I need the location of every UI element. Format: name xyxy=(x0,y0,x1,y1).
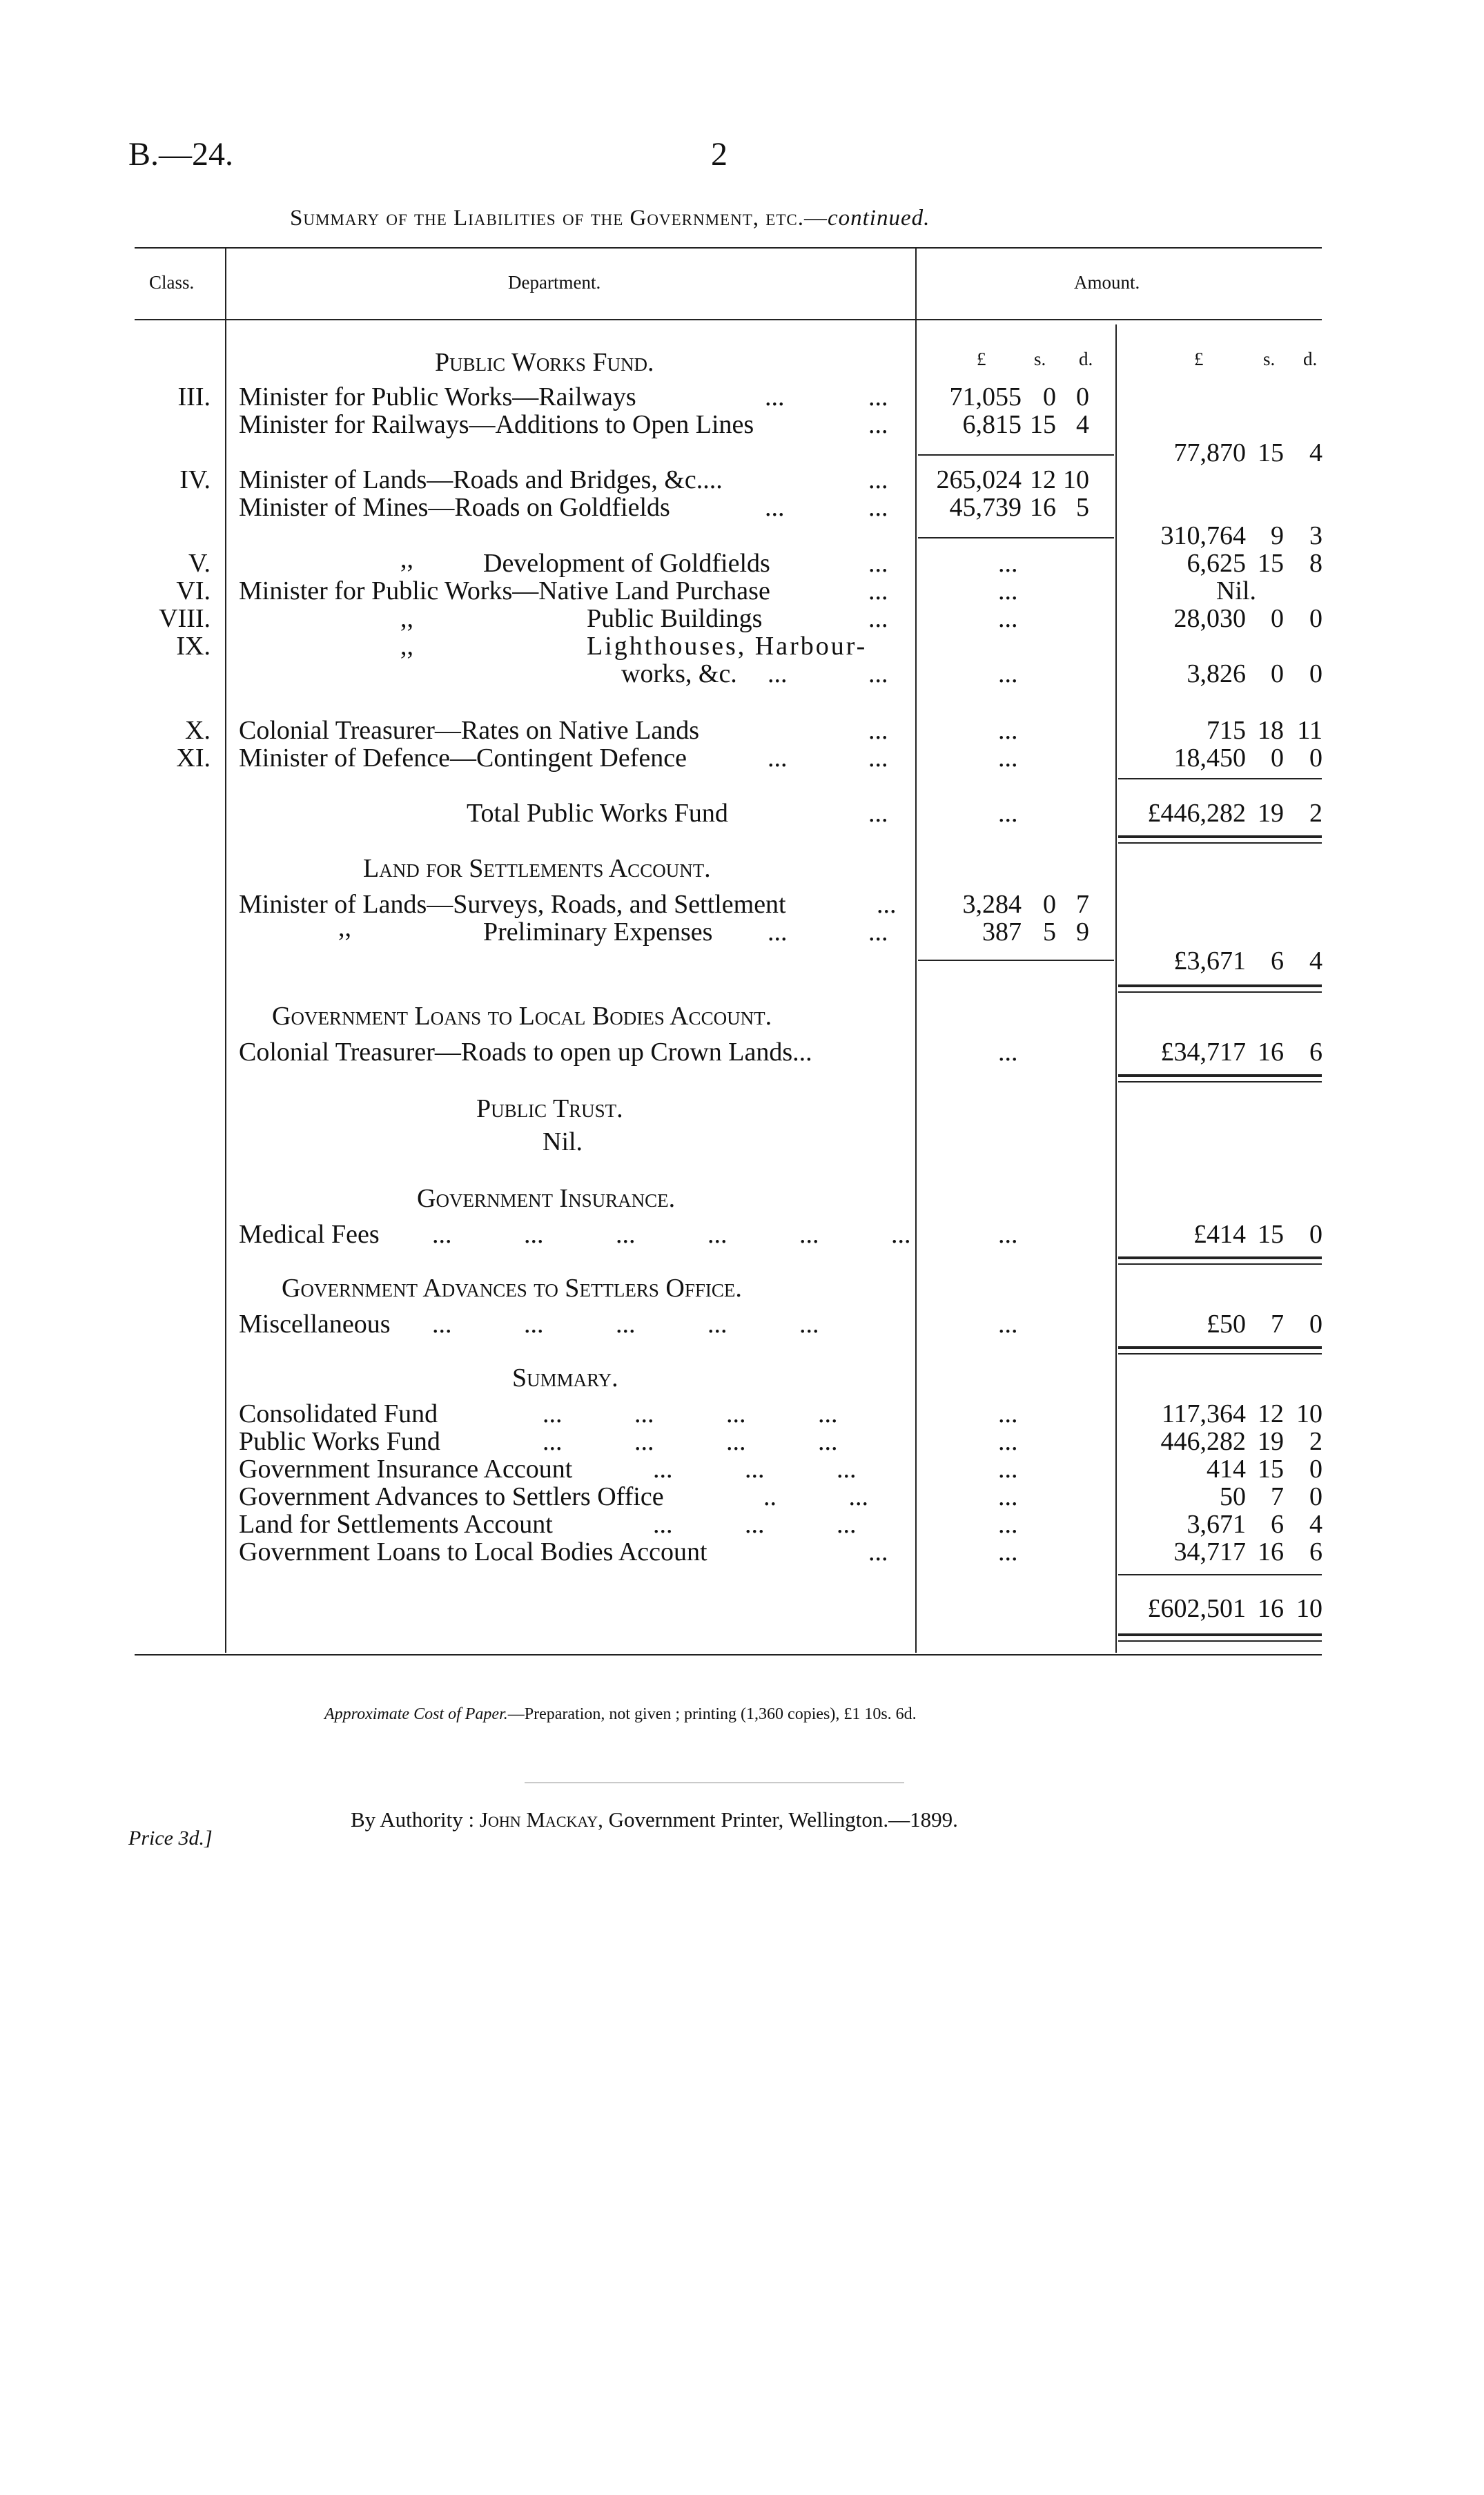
total-shillings: 0 xyxy=(1271,604,1284,633)
summary-row-label: Government Insurance Account xyxy=(239,1455,573,1484)
total-rule xyxy=(1118,1574,1322,1575)
land-settlements-heading: Land for Settlements Account. xyxy=(363,854,711,883)
row-dots: ... xyxy=(868,744,888,773)
double-rule xyxy=(1118,1346,1322,1349)
row-class: III. xyxy=(177,382,211,411)
row-label: Minister for Public Works—Railways xyxy=(239,382,636,411)
total-pence: 0 xyxy=(1309,604,1322,633)
row-dots: ... ... ... ... xyxy=(543,1399,838,1428)
double-rule xyxy=(1118,1640,1322,1642)
total-pence: 0 xyxy=(1309,744,1322,773)
total-shillings: 0 xyxy=(1271,659,1284,688)
double-rule xyxy=(1118,1081,1322,1083)
subtotal-shillings: 0 xyxy=(1043,890,1056,919)
subtotal-shillings: 16 xyxy=(1030,493,1056,522)
summary-row-label: Government Loans to Local Bodies Account xyxy=(239,1537,707,1566)
subtotal-rule xyxy=(918,960,1114,961)
row-dots: ... xyxy=(868,1537,888,1566)
header-bottom-rule xyxy=(135,319,1322,320)
total-nil: Nil. xyxy=(1215,576,1256,605)
ditto-mark: ,, xyxy=(400,545,413,574)
row-label: Development of Goldfields xyxy=(483,549,770,578)
amount-header: Amount. xyxy=(1074,272,1140,293)
row-label: Colonial Treasurer—Rates on Native Lands xyxy=(239,716,700,745)
subtotal-pounds: 45,739 xyxy=(949,493,1022,522)
land-settlements-total-shillings: 6 xyxy=(1271,946,1284,975)
subtotal-pounds: 3,284 xyxy=(962,890,1022,919)
page-number: 2 xyxy=(711,136,728,173)
summary-row-label: Land for Settlements Account xyxy=(239,1510,553,1539)
double-rule xyxy=(1118,1263,1322,1265)
row-dots: ... xyxy=(868,918,888,946)
total-shillings: 18 xyxy=(1258,716,1284,745)
row-label: Medical Fees xyxy=(239,1220,380,1249)
total-pence: 0 xyxy=(1309,659,1322,688)
insurance-total-pounds: £414 xyxy=(1193,1220,1246,1249)
total-pence-header: d. xyxy=(1303,349,1318,369)
row-dots: ... xyxy=(877,890,897,919)
row-dots: ... xyxy=(868,799,888,828)
advances-total-shillings: 7 xyxy=(1271,1310,1284,1339)
row-mid-dots: ... xyxy=(998,604,1018,633)
row-class: XI. xyxy=(176,744,211,773)
double-rule xyxy=(1118,991,1322,993)
total-pound-header: £ xyxy=(1194,349,1204,369)
row-mid-dots: ... xyxy=(998,1038,1018,1067)
summary-pounds: 117,364 xyxy=(1161,1399,1246,1428)
subtotal-shillings: 5 xyxy=(1043,918,1056,946)
total-public-works-pounds: £446,282 xyxy=(1147,799,1246,828)
subtotal-pence: 4 xyxy=(1076,410,1089,439)
summary-pence: 2 xyxy=(1309,1427,1322,1456)
government-loans-total-shillings: 16 xyxy=(1258,1038,1284,1067)
subtotal-pence: 7 xyxy=(1076,890,1089,919)
row-dots: ... ... ... ... xyxy=(543,1427,838,1456)
public-trust-heading: Public Trust. xyxy=(476,1094,623,1123)
row-label: Minister for Public Works—Native Land Purchase xyxy=(239,576,770,605)
row-dots: ... ... ... ... ... xyxy=(432,1310,819,1339)
row-label: Lighthouses, Harbour- xyxy=(587,632,868,661)
row-mid-dots: ... xyxy=(998,1399,1018,1428)
advances-total-pence: 0 xyxy=(1309,1310,1322,1339)
row-dots: .. ... xyxy=(763,1482,868,1511)
total-pounds: 715 xyxy=(1207,716,1246,745)
row-class: VI. xyxy=(176,576,211,605)
subtotal-shillings: 0 xyxy=(1043,382,1056,411)
total-pounds: 77,870 xyxy=(1173,438,1246,467)
total-shillings: 9 xyxy=(1271,521,1284,550)
subtotal-pounds: 6,815 xyxy=(962,410,1022,439)
government-loans-heading: Government Loans to Local Bodies Account. xyxy=(272,1002,772,1031)
row-dots: ... xyxy=(768,744,788,773)
subtotal-rule xyxy=(918,537,1114,538)
row-label: Colonial Treasurer—Roads to open up Crown Lands... xyxy=(239,1038,812,1067)
summary-pounds: 446,282 xyxy=(1160,1427,1246,1456)
subtotal-pence-header: d. xyxy=(1079,349,1093,369)
insurance-total-pence: 0 xyxy=(1309,1220,1322,1249)
total-pence: 11 xyxy=(1297,716,1322,745)
cost-of-paper xyxy=(324,1705,917,1724)
row-mid-dots: ... xyxy=(998,1510,1018,1539)
row-mid-dots: ... xyxy=(998,1220,1018,1249)
double-rule xyxy=(1118,1256,1322,1259)
total-public-works-pence: 2 xyxy=(1309,799,1322,828)
paper-number: B.—24. xyxy=(128,136,234,173)
row-mid-dots: ... xyxy=(998,744,1018,773)
row-mid-dots: ... xyxy=(998,1310,1018,1339)
row-dots: ... xyxy=(868,549,888,578)
summary-pounds: 34,717 xyxy=(1173,1537,1246,1566)
row-label: Minister for Railways—Additions to Open Lines xyxy=(239,410,754,439)
row-label-continuation: works, &c. xyxy=(621,659,737,688)
total-pence: 8 xyxy=(1309,549,1322,578)
row-dots: ... xyxy=(765,493,785,522)
title-continued: continued. xyxy=(827,206,930,231)
department-column-divider xyxy=(915,249,917,1653)
table-bottom-rule xyxy=(135,1654,1322,1656)
summary-row-label: Public Works Fund xyxy=(239,1427,440,1456)
total-shillings: 0 xyxy=(1271,744,1284,773)
total-public-works-label: Total Public Works Fund xyxy=(467,799,728,828)
row-dots: ... xyxy=(868,716,888,745)
government-loans-total-pounds: £34,717 xyxy=(1160,1038,1246,1067)
row-dots: ... xyxy=(768,659,788,688)
advances-total-pounds: £50 xyxy=(1207,1310,1246,1339)
summary-shillings: 6 xyxy=(1271,1510,1284,1539)
summary-row-label: Government Advances to Settlers Office xyxy=(239,1482,664,1511)
total-pounds: 28,030 xyxy=(1173,604,1246,633)
summary-pence: 6 xyxy=(1309,1537,1322,1566)
subtotal-pence: 5 xyxy=(1076,493,1089,522)
authority-line xyxy=(351,1807,958,1832)
subtotal-pounds: 71,055 xyxy=(949,382,1022,411)
row-mid-dots: ... xyxy=(998,799,1018,828)
row-dots: ... xyxy=(868,604,888,633)
government-loans-total-pence: 6 xyxy=(1309,1038,1322,1067)
subtotal-shillings: 12 xyxy=(1030,465,1056,494)
page-title xyxy=(290,206,930,231)
row-mid-dots: ... xyxy=(998,1427,1018,1456)
row-class: X. xyxy=(185,716,211,745)
table-top-rule xyxy=(135,247,1322,249)
subtotal-column-divider xyxy=(1115,324,1117,1653)
authority-suffix: , Government Printer, Wellington.—1899. xyxy=(598,1807,958,1832)
summary-shillings: 12 xyxy=(1258,1399,1284,1428)
row-dots: ... xyxy=(868,382,888,411)
total-pounds: 6,625 xyxy=(1187,549,1246,578)
row-label: Minister of Lands—Surveys, Roads, and Settlement xyxy=(239,890,786,919)
ditto-mark: ,, xyxy=(400,632,413,661)
authority-prefix: By Authority : xyxy=(351,1807,475,1832)
summary-pence: 0 xyxy=(1309,1455,1322,1484)
row-label: Minister of Lands—Roads and Bridges, &c.... xyxy=(239,465,723,494)
row-class: IX. xyxy=(176,632,211,661)
row-mid-dots: ... xyxy=(998,1482,1018,1511)
row-class: IV. xyxy=(179,465,211,494)
total-shillings: 15 xyxy=(1258,549,1284,578)
row-dots: ... xyxy=(765,382,785,411)
grand-total-pounds: £602,501 xyxy=(1147,1594,1246,1623)
government-insurance-heading: Government Insurance. xyxy=(417,1184,676,1213)
summary-pounds: 50 xyxy=(1220,1482,1246,1511)
summary-shillings: 19 xyxy=(1258,1427,1284,1456)
subtotal-rule xyxy=(918,454,1114,456)
cost-text: —Preparation, not given ; printing (1,360 copies), £1 10s. 6d. xyxy=(507,1705,917,1723)
public-trust-nil: Nil. xyxy=(543,1127,583,1156)
row-mid-dots: ... xyxy=(998,1537,1018,1566)
cost-label: Approximate Cost of Paper. xyxy=(324,1705,508,1723)
total-pence: 4 xyxy=(1309,438,1322,467)
double-rule xyxy=(1118,842,1322,844)
summary-pence: 10 xyxy=(1296,1399,1322,1428)
total-shilling-header: s. xyxy=(1263,349,1276,369)
advances-settlers-heading: Government Advances to Settlers Office. xyxy=(282,1274,742,1303)
row-dots: ... xyxy=(768,918,788,946)
total-rule xyxy=(1118,778,1322,779)
row-mid-dots: ... xyxy=(998,1455,1018,1484)
row-mid-dots: ... xyxy=(998,716,1018,745)
summary-pence: 4 xyxy=(1309,1510,1322,1539)
row-label: Minister of Defence—Contingent Defence xyxy=(239,744,687,773)
row-class: VIII. xyxy=(159,604,211,633)
double-rule xyxy=(1118,1074,1322,1077)
total-pounds: 3,826 xyxy=(1187,659,1246,688)
department-header: Department. xyxy=(508,272,601,293)
subtotal-shilling-header: s. xyxy=(1034,349,1046,369)
summary-shillings: 7 xyxy=(1271,1482,1284,1511)
row-label: Public Buildings xyxy=(587,604,763,633)
double-rule xyxy=(1118,1353,1322,1355)
class-header: Class. xyxy=(149,272,195,293)
summary-pounds: 414 xyxy=(1207,1455,1246,1484)
subtotal-pence: 9 xyxy=(1076,918,1089,946)
double-rule xyxy=(1118,1633,1322,1636)
ditto-mark: ,, xyxy=(400,604,413,633)
total-pounds: 310,764 xyxy=(1160,521,1246,550)
subtotal-pence: 10 xyxy=(1063,465,1089,494)
row-dots: ... xyxy=(868,465,888,494)
row-dots: ... xyxy=(868,659,888,688)
ditto-mark: ,, xyxy=(338,913,351,942)
row-dots: ... ... ... xyxy=(653,1455,857,1484)
row-label: Minister of Mines—Roads on Goldfields xyxy=(239,493,670,522)
row-mid-dots: ... xyxy=(998,549,1018,578)
price: Price 3d.] xyxy=(128,1827,213,1850)
total-shillings: 15 xyxy=(1258,438,1284,467)
row-dots: ... ... ... xyxy=(653,1510,857,1539)
total-pence: 3 xyxy=(1309,521,1322,550)
row-dots: ... xyxy=(868,576,888,605)
double-rule xyxy=(1118,984,1322,987)
row-dots: ... xyxy=(868,493,888,522)
public-works-fund-heading: Public Works Fund. xyxy=(435,348,654,377)
row-class: V. xyxy=(188,549,211,578)
summary-pence: 0 xyxy=(1309,1482,1322,1511)
row-label: Preliminary Expenses xyxy=(483,918,713,946)
subtotal-pounds: 265,024 xyxy=(936,465,1022,494)
row-label: Miscellaneous xyxy=(239,1310,391,1339)
total-public-works-shillings: 19 xyxy=(1258,799,1284,828)
double-rule xyxy=(1118,835,1322,838)
land-settlements-total-pence: 4 xyxy=(1309,946,1322,975)
row-dots: ... xyxy=(868,410,888,439)
land-settlements-total-pounds: £3,671 xyxy=(1173,946,1246,975)
subtotal-pound-header: £ xyxy=(977,349,986,369)
insurance-total-shillings: 15 xyxy=(1258,1220,1284,1249)
grand-total-shillings: 16 xyxy=(1258,1594,1284,1623)
row-dots: ... ... ... ... ... ... xyxy=(432,1220,911,1249)
grand-total-pence: 10 xyxy=(1296,1594,1322,1623)
row-mid-dots: ... xyxy=(998,576,1018,605)
subtotal-pence: 0 xyxy=(1076,382,1089,411)
summary-heading: Summary. xyxy=(512,1363,618,1392)
summary-row-label: Consolidated Fund xyxy=(239,1399,438,1428)
printer-name: John Mackay xyxy=(479,1807,598,1832)
summary-shillings: 16 xyxy=(1258,1537,1284,1566)
subtotal-shillings: 15 xyxy=(1030,410,1056,439)
row-mid-dots: ... xyxy=(998,659,1018,688)
subtotal-pounds: 387 xyxy=(982,918,1022,946)
total-pounds: 18,450 xyxy=(1173,744,1246,773)
title-main: Summary of the Liabilities of the Government, etc.— xyxy=(290,206,828,231)
summary-pounds: 3,671 xyxy=(1187,1510,1246,1539)
summary-shillings: 15 xyxy=(1258,1455,1284,1484)
class-column-divider xyxy=(225,249,226,1653)
